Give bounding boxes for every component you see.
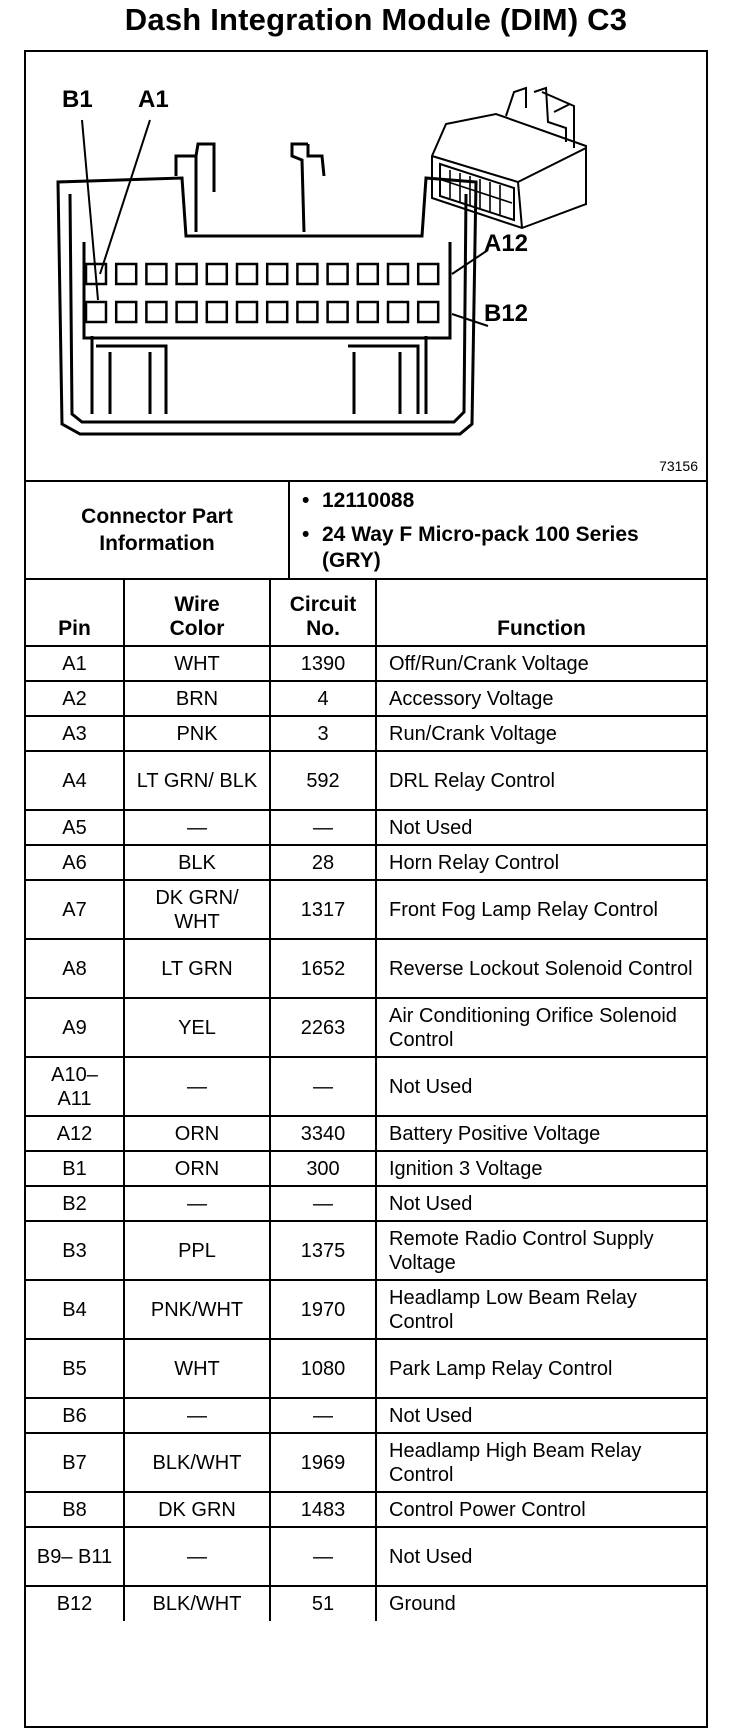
function-cell: Not Used [376, 1186, 706, 1221]
pin-cavity [358, 264, 378, 284]
table-row [26, 1057, 706, 1116]
circuit-no-cell: 1969 [270, 1433, 376, 1492]
table-row [26, 1186, 706, 1221]
wire-color-cell: LT GRN/ BLK [124, 751, 270, 810]
function-cell: DRL Relay Control [376, 751, 706, 810]
function-cell: Battery Positive Voltage [376, 1116, 706, 1151]
pin-cavity [146, 264, 166, 284]
pin-cell: B9– B11 [26, 1527, 124, 1586]
circuit-no-cell: 1652 [270, 939, 376, 998]
pin-cavity [267, 302, 287, 322]
table-row [26, 646, 706, 681]
pinout-table [26, 580, 706, 1621]
pin-cavity [116, 302, 136, 322]
pin-cavity [177, 302, 197, 322]
function-cell: Control Power Control [376, 1492, 706, 1527]
pin-cavity [388, 264, 408, 284]
wire-color-cell: — [124, 1398, 270, 1433]
function-cell: Accessory Voltage [376, 681, 706, 716]
circuit-no-cell: 1390 [270, 646, 376, 681]
pin-cell: B6 [26, 1398, 124, 1433]
pin-cavity [177, 264, 197, 284]
pin-cavity [358, 302, 378, 322]
pin-cell: B3 [26, 1221, 124, 1280]
pin-cell: B5 [26, 1339, 124, 1398]
function-cell: Headlamp High Beam Relay Control [376, 1433, 706, 1492]
header-wire-color: Wire Color [124, 580, 270, 646]
function-cell: Park Lamp Relay Control [376, 1339, 706, 1398]
table-row [26, 998, 706, 1057]
connector-description [302, 522, 698, 574]
circuit-no-cell: 1970 [270, 1280, 376, 1339]
function-cell: Front Fog Lamp Relay Control [376, 880, 706, 939]
table-row [26, 1280, 706, 1339]
pin-cell: B8 [26, 1492, 124, 1527]
pin-cell: A1 [26, 646, 124, 681]
pin-cell: B2 [26, 1186, 124, 1221]
pin-cavity [418, 302, 438, 322]
wire-color-cell: — [124, 1186, 270, 1221]
wire-color-cell: — [124, 1527, 270, 1586]
connector-card [24, 50, 708, 1728]
pin-cell: B7 [26, 1433, 124, 1492]
function-cell: Run/Crank Voltage [376, 716, 706, 751]
circuit-no-cell: 51 [270, 1586, 376, 1621]
connector-description-text: 24 Way F Micro-pack 100 Series (GRY) [322, 523, 639, 572]
pin-cavity [237, 302, 257, 322]
table-row [26, 939, 706, 998]
wire-color-cell: PNK/WHT [124, 1280, 270, 1339]
connector-part-information [26, 482, 706, 580]
table-row [26, 1116, 706, 1151]
label-b1: B1 [62, 86, 93, 113]
circuit-no-cell: 1317 [270, 880, 376, 939]
function-cell: Not Used [376, 1057, 706, 1116]
table-row [26, 1151, 706, 1186]
circuit-no-cell: 3340 [270, 1116, 376, 1151]
header-circuit-no: Circuit No. [270, 580, 376, 646]
connector-diagram [26, 52, 706, 482]
circuit-no-cell: — [270, 1398, 376, 1433]
function-cell: Off/Run/Crank Voltage [376, 646, 706, 681]
circuit-no-cell: 1375 [270, 1221, 376, 1280]
circuit-no-cell: 1080 [270, 1339, 376, 1398]
pin-cell: A9 [26, 998, 124, 1057]
function-cell: Reverse Lockout Solenoid Control [376, 939, 706, 998]
table-row [26, 1527, 706, 1586]
wire-color-cell: WHT [124, 646, 270, 681]
function-cell: Not Used [376, 810, 706, 845]
wire-color-cell: YEL [124, 998, 270, 1057]
table-row [26, 1586, 706, 1621]
pin-cell: A2 [26, 681, 124, 716]
label-a12: A12 [484, 230, 529, 257]
wire-color-cell: — [124, 810, 270, 845]
connector-face-drawing [26, 52, 706, 480]
pin-cavities [86, 264, 438, 322]
pin-cell: A12 [26, 1116, 124, 1151]
function-cell: Ground [376, 1586, 706, 1621]
pin-cavity [146, 302, 166, 322]
pin-cell: A7 [26, 880, 124, 939]
table-row [26, 681, 706, 716]
circuit-no-cell: 300 [270, 1151, 376, 1186]
circuit-no-cell: — [270, 1186, 376, 1221]
connector-part-number [302, 488, 698, 514]
pin-cell: A5 [26, 810, 124, 845]
table-row [26, 845, 706, 880]
table-row [26, 880, 706, 939]
pin-cell: A4 [26, 751, 124, 810]
wire-color-cell: LT GRN [124, 939, 270, 998]
pin-cell: B12 [26, 1586, 124, 1621]
bullet-icon: • [302, 489, 310, 512]
pin-cavity [86, 302, 106, 322]
function-cell: Air Conditioning Orifice Solenoid Control [376, 998, 706, 1057]
pin-cavity [297, 264, 317, 284]
circuit-no-cell: 28 [270, 845, 376, 880]
function-cell: Remote Radio Control Supply Voltage [376, 1221, 706, 1280]
header-pin: Pin [26, 580, 124, 646]
circuit-no-cell: 1483 [270, 1492, 376, 1527]
circuit-no-cell: 2263 [270, 998, 376, 1057]
table-row [26, 1492, 706, 1527]
function-cell: Not Used [376, 1398, 706, 1433]
pin-cavity [207, 264, 227, 284]
table-row [26, 1221, 706, 1280]
pin-cavity [116, 264, 136, 284]
circuit-no-cell: — [270, 1527, 376, 1586]
pin-cell: B4 [26, 1280, 124, 1339]
figure-number: 73156 [659, 458, 698, 474]
wire-color-cell: PPL [124, 1221, 270, 1280]
connector-info-label: Connector Part Information [26, 482, 290, 578]
pin-cell: A10– A11 [26, 1057, 124, 1116]
connector-info-values [302, 488, 698, 582]
table-row [26, 1398, 706, 1433]
pin-cell: A8 [26, 939, 124, 998]
table-row [26, 1433, 706, 1492]
circuit-no-cell: 3 [270, 716, 376, 751]
pin-cavity [267, 264, 287, 284]
label-a1: A1 [138, 86, 169, 113]
function-cell: Not Used [376, 1527, 706, 1586]
table-header-row [26, 580, 706, 646]
bullet-icon: • [302, 523, 310, 546]
pin-cavity [207, 302, 227, 322]
wire-color-cell: PNK [124, 716, 270, 751]
pin-cell: A3 [26, 716, 124, 751]
wire-color-cell: ORN [124, 1116, 270, 1151]
pin-cavity [297, 302, 317, 322]
wire-color-cell: WHT [124, 1339, 270, 1398]
wire-color-cell: — [124, 1057, 270, 1116]
wire-color-cell: BLK/WHT [124, 1586, 270, 1621]
table-row [26, 751, 706, 810]
pin-cavity [328, 302, 348, 322]
header-function: Function [376, 580, 706, 646]
function-cell: Headlamp Low Beam Relay Control [376, 1280, 706, 1339]
pin-cell: A6 [26, 845, 124, 880]
part-number-text: 12110088 [322, 489, 415, 512]
circuit-no-cell: — [270, 810, 376, 845]
leader-lines [82, 120, 488, 326]
pin-cavity [328, 264, 348, 284]
pin-cell: B1 [26, 1151, 124, 1186]
connector-3d-view [432, 88, 586, 228]
label-b12: B12 [484, 300, 529, 327]
table-row [26, 1339, 706, 1398]
function-cell: Ignition 3 Voltage [376, 1151, 706, 1186]
pin-cavity [237, 264, 257, 284]
circuit-no-cell: 4 [270, 681, 376, 716]
circuit-no-cell: 592 [270, 751, 376, 810]
wire-color-cell: DK GRN/ WHT [124, 880, 270, 939]
wire-color-cell: ORN [124, 1151, 270, 1186]
table-row [26, 716, 706, 751]
connector-housing [58, 144, 476, 434]
pinout-table-body [26, 646, 706, 1621]
circuit-no-cell: — [270, 1057, 376, 1116]
pin-cavity [388, 302, 408, 322]
wire-color-cell: BLK/WHT [124, 1433, 270, 1492]
table-row [26, 810, 706, 845]
wire-color-cell: BLK [124, 845, 270, 880]
page-title: Dash Integration Module (DIM) C3 [124, 2, 628, 37]
pin-cavity [418, 264, 438, 284]
wire-color-cell: DK GRN [124, 1492, 270, 1527]
wire-color-cell: BRN [124, 681, 270, 716]
function-cell: Horn Relay Control [376, 845, 706, 880]
